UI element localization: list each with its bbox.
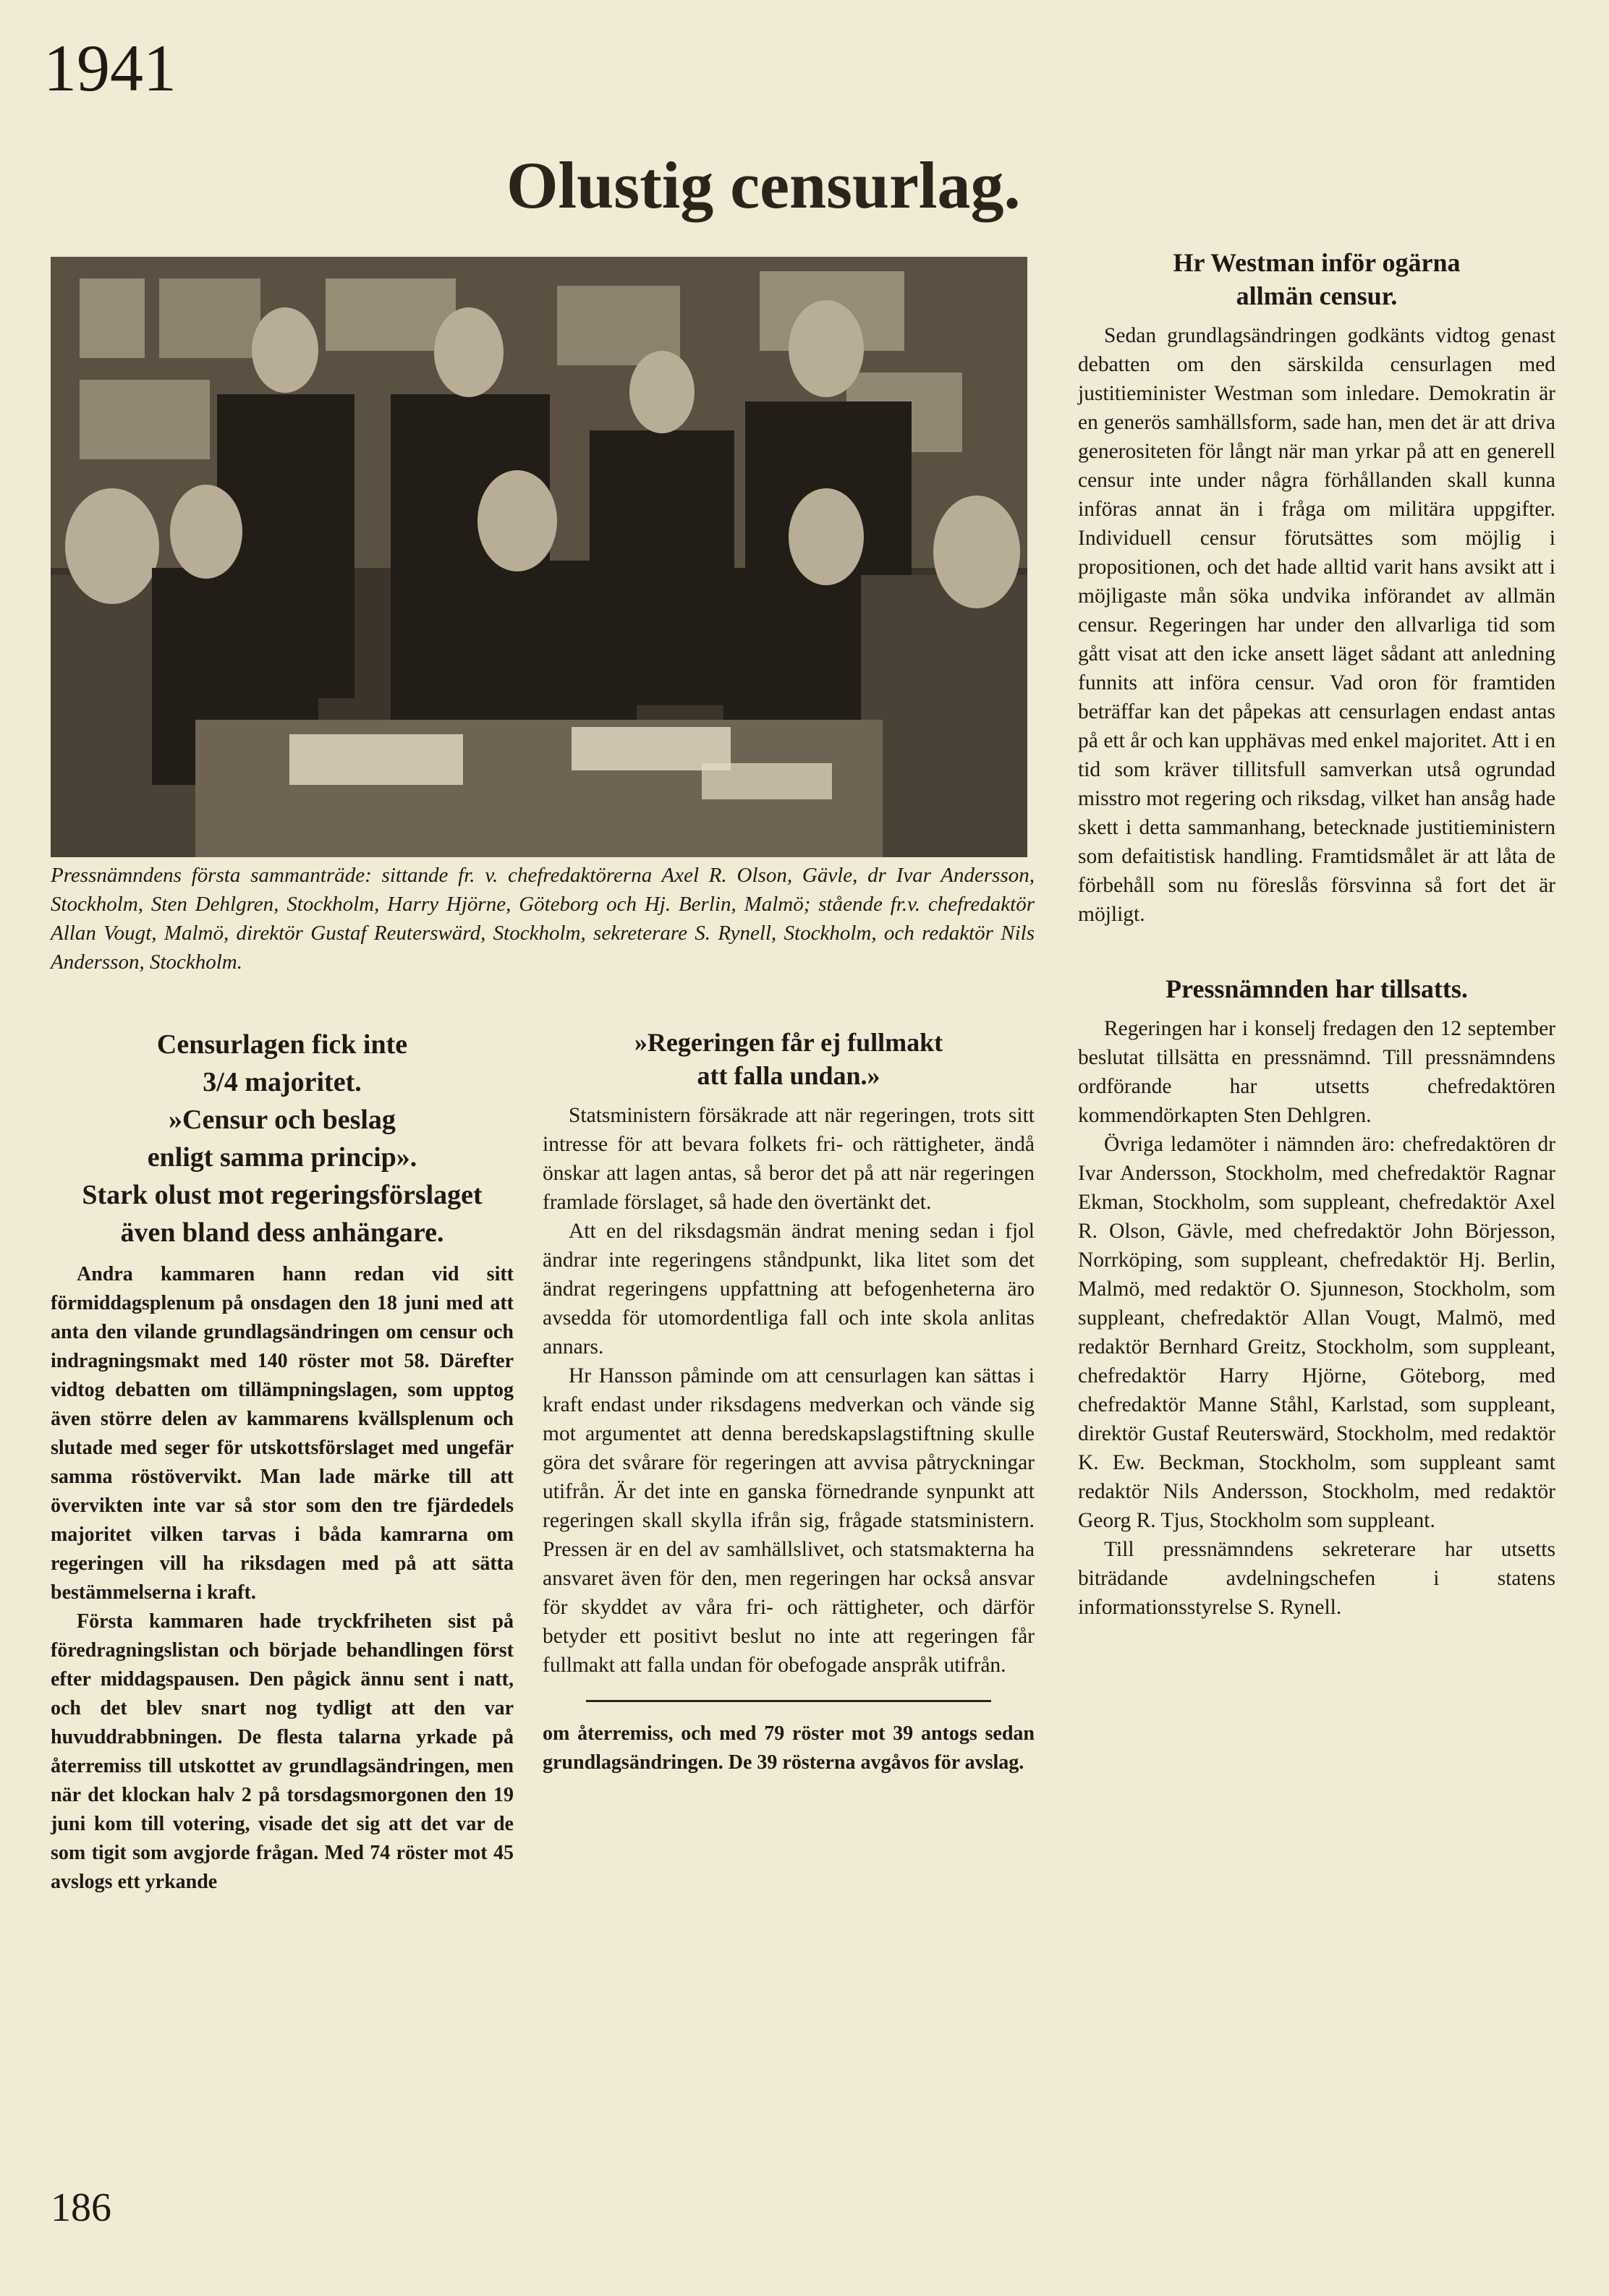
article-paragraph: Sedan grundlagsändringen godkänts vidtog genast debatten om den särskilda censurlagen med justitieminister Westman som inledare. Demokratin är en generös samhällsform, sade han, men det är att driva generositeten för långt när man yrkar på att en generell censur inte under några förhållanden skall kunna införas annat än i fråga om militära uppgifter. Individuell censur förutsättes som möjlig i propositionen, och det hade alltid varit hans avsikt att i möjligaste mån söka undvika införandet av allmän censur. Regeringen har under den allvarliga tid som gått visat att den icke ansett läget sådant att anledning funnits att införa censur. Vad oron för framtiden beträffar kan det påpekas att censurlagen endast antas på ett år och kan upphävas med enkel majoritet. Att i en tid som kräver tillitsfull samverkan utså ogrundad misstro mot regering och riksdag, vilket han ansåg hade skett i detta sammanhang, betecknade justitieministern som defaitistisk handling. Framtidsmålet är att låta de förbehåll som nu föreslås försvinna så fort det är möjligt. xyxy=(1078,324,1555,926)
photo-caption: Pressnämndens första sammanträde: sittande fr. v. chefredaktörerna Axel R. Olson, Gävle, dr Ivar Andersson, Stockholm, Sten Dehlgren, Stockholm, Harry Hjörne, Göteborg och Hj. Berlin, Malmö; stående fr.v. chefredaktör Allan Vougt, Malmö, direktör Gustaf Reuterswärd, Stockholm, sekreterare S. Rynell, Stockholm, och redaktör Nils Andersson, Stockholm. xyxy=(51,864,1035,974)
column-middle xyxy=(543,1026,1035,1777)
page-title: Olustig censurlag. xyxy=(506,148,1021,222)
article-paragraph: Första kammaren hade tryckfriheten sist på föredragningslistan och började behandlingen först efter middagspausen. Den pågick ännu sent i natt, och det blev snart nog tydligt att den var huvuddrabbningen. De flesta talarna yrkade på återremiss till utskottet av grundlagsändringen, men när det klockan halv 2 på torsdagsmorgonen den 19 juni kom till votering, visade det sig att det var de som tigit som avgjorde frågan. Med 74 röster mot 45 avslogs ett yrkande xyxy=(51,1610,514,1893)
page-number: 186 xyxy=(51,2185,111,2230)
article-paragraph: Att en del riksdagsmän ändrat mening sedan i fjol ändrar inte regeringens ståndpunkt, lika litet som det ändrat regeringens uppfattning att befogenheterna äro avsedda för utomordentliga fall och inte skola anlitas annars. xyxy=(543,1220,1035,1359)
article-paragraph: Statsministern försäkrade att när regeringen, trots sitt intresse för att bevara folkets fri- och rättigheter, ändå önskar att lagen antas, så beror det på att när regeringen framlade förslaget, så hade den övertänkt det. xyxy=(543,1104,1035,1214)
group-photo xyxy=(51,257,1027,857)
column-left xyxy=(51,1026,514,1897)
article-paragraph: Till pressnämndens sekreterare har utsetts biträdande avdelningschefen i statens informationsstyrelse S. Rynell. xyxy=(1078,1538,1555,1619)
article-paragraph: Hr Hansson påminde om att censurlagen kan sättas i kraft endast under riksdagens medverkan och vände sig mot argumentet att denna beredskapslagstiftning skulle göra det svårare för regeringen att avvisa påtryckningar utifrån. Är det inte en ganska förnedrande synpunkt att regeringen skall skylla ifrån sig, frågade statsministern. Pressen är en del av samhällslivet, och statsmakterna ha ansvaret även för den, men regeringen har också ansvar för skyddet av våra fri- och rättigheter, och därför betyder ett positivt beslut no inte att regeringen får fullmakt att falla undan för obefogade anspråk utifrån. xyxy=(543,1364,1035,1677)
column-right xyxy=(1078,246,1555,1622)
headline: 3/4 majoritet. xyxy=(203,1067,362,1097)
divider-rule xyxy=(586,1700,991,1702)
article-paragraph: Andra kammaren hann redan vid sitt förmiddagsplenum på onsdagen den 18 juni med att anta den vilande grundlagsändringen om censur och indragningsmakt med 140 röster mot 58. Därefter vidtog debatten om tillämpningslagen, som upptog även större delen av kammarens kvällsplenum och slutade med seger för utskottsförslaget med ungefär samma röstövervikt. Man lade märke till att övervikten inte var så stor som den tre fjärdedels majoritet vilken tarvas i båda kamrarna om regeringen vill ha riksdagen med på att sätta bestämmelserna i kraft. xyxy=(51,1263,514,1604)
headline: enligt samma princip». xyxy=(147,1142,417,1173)
headline: allmän censur. xyxy=(1236,281,1398,310)
headline: även bland dess anhängare. xyxy=(120,1217,444,1248)
headline: »Regeringen får ej fullmakt xyxy=(634,1028,943,1057)
article-continuation: om återremiss, och med 79 röster mot 39 antogs sedan grundlagsändringen. De 39 rösterna avgåvos för avslag. xyxy=(543,1722,1035,1774)
article-paragraph: Övriga ledamöter i nämnden äro: chefredaktören dr Ivar Andersson, Stockholm, med chefredaktör Ragnar Ekman, Stockholm, som suppleant, chefredaktör Axel R. Olson, Gävle, med chefredaktör John Börjesson, Norrköping, som suppleant, chefredaktör Hj. Berlin, Malmö, med redaktör O. Sjunneson, Stockholm, som suppleant, chefredaktör Allan Vougt, Malmö, med redaktör Bernhard Greitz, Stockholm, som suppleant, chefredaktör Harry Hjörne, Göteborg, med chefredaktör Manne Ståhl, Karlstad, som suppleant, direktör Gustaf Reuterswärd, Stockholm, med redaktör K. Ew. Beckman, Stockholm, som suppleant samt redaktör Nils Andersson, Stockholm, med redaktör Georg R. Tjus, Stockholm som suppleant. xyxy=(1078,1133,1555,1532)
headline: att falla undan.» xyxy=(697,1061,880,1090)
headline: »Censur och beslag xyxy=(169,1105,396,1135)
headline: Stark olust mot regeringsförslaget xyxy=(82,1180,483,1210)
headline: Pressnämnden har tillsatts. xyxy=(1166,974,1468,1003)
article-paragraph: Regeringen har i konselj fredagen den 12 september beslutat tillsätta en pressnämnd. Till pressnämndens ordförande har utsetts chefredaktören kommendörkapten Sten Dehlgren. xyxy=(1078,1017,1555,1127)
headline: Hr Westman inför ogärna xyxy=(1173,248,1461,277)
headline: Censurlagen fick inte xyxy=(156,1029,408,1060)
year-heading: 1941 xyxy=(43,31,177,105)
